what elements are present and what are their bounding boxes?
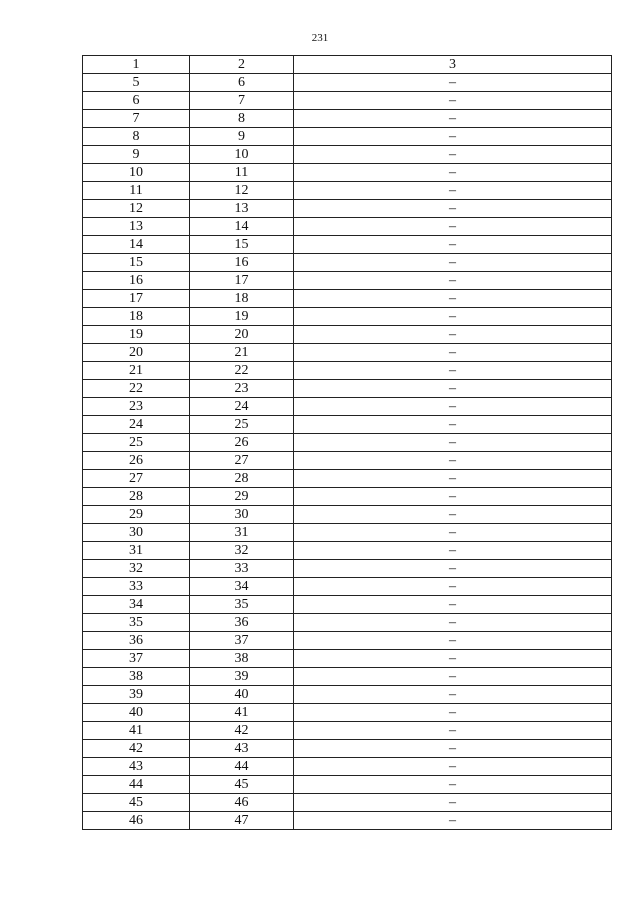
table-row [83,326,612,344]
table-cell-col-1: 7 [83,110,190,128]
table-cell-col-3: – [294,686,612,704]
table-cell-col-1: 35 [83,614,190,632]
table-cell-col-2: 22 [190,362,294,380]
table-cell-col-1: 24 [83,416,190,434]
table-cell-col-3: – [294,74,612,92]
table-row [83,218,612,236]
table-cell-col-1: 41 [83,722,190,740]
table-cell-col-2: 28 [190,470,294,488]
table-row [83,452,612,470]
table-cell-col-3: – [294,722,612,740]
table-cell-col-1: 46 [83,812,190,830]
table-cell-col-2: 39 [190,668,294,686]
table-cell-col-2: 37 [190,632,294,650]
table-cell-col-2: 14 [190,218,294,236]
table-row [83,740,612,758]
table-cell-col-3: – [294,776,612,794]
table-header [83,56,612,74]
table-row [83,254,612,272]
table-row [83,380,612,398]
table-cell-col-2: 32 [190,542,294,560]
table-cell-col-2: 23 [190,380,294,398]
table-cell-col-1: 14 [83,236,190,254]
table-cell-col-3: – [294,506,612,524]
table-cell-col-1: 20 [83,344,190,362]
table-row [83,578,612,596]
table-row [83,146,612,164]
table-row [83,794,612,812]
table-cell-col-2: 17 [190,272,294,290]
table-cell-col-3: – [294,362,612,380]
table-row [83,704,612,722]
table-cell-col-3: – [294,434,612,452]
table-row [83,470,612,488]
table-row [83,668,612,686]
header-cell-col-1: 1 [83,56,190,74]
table-cell-col-1: 18 [83,308,190,326]
table-row [83,272,612,290]
table-cell-col-3: – [294,128,612,146]
table-row [83,488,612,506]
table-cell-col-2: 35 [190,596,294,614]
table-cell-col-1: 27 [83,470,190,488]
table-cell-col-2: 25 [190,416,294,434]
header-cell-col-3: 3 [294,56,612,74]
table-cell-col-1: 26 [83,452,190,470]
table-cell-col-2: 42 [190,722,294,740]
table-cell-col-2: 20 [190,326,294,344]
table-cell-col-3: – [294,146,612,164]
table-row [83,776,612,794]
table-cell-col-2: 40 [190,686,294,704]
table-cell-col-3: – [294,308,612,326]
table-cell-col-2: 15 [190,236,294,254]
table-cell-col-2: 16 [190,254,294,272]
table-cell-col-2: 27 [190,452,294,470]
table-cell-col-2: 46 [190,794,294,812]
table-cell-col-1: 40 [83,704,190,722]
table-cell-col-3: – [294,416,612,434]
table-cell-col-3: – [294,470,612,488]
table-cell-col-2: 21 [190,344,294,362]
table-cell-col-1: 31 [83,542,190,560]
table-cell-col-3: – [294,488,612,506]
table-row [83,308,612,326]
table-cell-col-2: 38 [190,650,294,668]
table-cell-col-1: 32 [83,560,190,578]
table-row [83,290,612,308]
table-cell-col-1: 8 [83,128,190,146]
table-row [83,614,612,632]
table-cell-col-2: 26 [190,434,294,452]
table-cell-col-3: – [294,380,612,398]
table-cell-col-1: 22 [83,380,190,398]
table-cell-col-2: 44 [190,758,294,776]
table-row [83,344,612,362]
table-cell-col-1: 42 [83,740,190,758]
table-cell-col-1: 44 [83,776,190,794]
table-cell-col-1: 43 [83,758,190,776]
table-cell-col-1: 15 [83,254,190,272]
table-cell-col-2: 24 [190,398,294,416]
table-cell-col-1: 45 [83,794,190,812]
header-row [83,56,612,74]
table-cell-col-1: 5 [83,74,190,92]
table-cell-col-2: 30 [190,506,294,524]
table-cell-col-1: 23 [83,398,190,416]
table-cell-col-2: 33 [190,560,294,578]
table-cell-col-1: 17 [83,290,190,308]
table-row [83,686,612,704]
table-cell-col-1: 33 [83,578,190,596]
table-row [83,398,612,416]
table-cell-col-1: 37 [83,650,190,668]
table-row [83,434,612,452]
table-cell-col-2: 10 [190,146,294,164]
table-cell-col-3: – [294,794,612,812]
table-row [83,416,612,434]
table-cell-col-2: 29 [190,488,294,506]
table-row [83,182,612,200]
table-cell-col-3: – [294,596,612,614]
table-cell-col-1: 30 [83,524,190,542]
table-cell-col-3: – [294,92,612,110]
table-cell-col-2: 8 [190,110,294,128]
table-cell-col-1: 19 [83,326,190,344]
table-cell-col-3: – [294,560,612,578]
table-cell-col-1: 10 [83,164,190,182]
table-cell-col-2: 13 [190,200,294,218]
table-cell-col-2: 45 [190,776,294,794]
table-row [83,632,612,650]
table-cell-col-3: – [294,704,612,722]
table-cell-col-2: 12 [190,182,294,200]
table-row [83,128,612,146]
table-cell-col-1: 29 [83,506,190,524]
table-cell-col-3: – [294,650,612,668]
table-cell-col-3: – [294,290,612,308]
table-cell-col-3: – [294,614,612,632]
table-cell-col-2: 19 [190,308,294,326]
table-cell-col-3: – [294,326,612,344]
table-cell-col-2: 9 [190,128,294,146]
table-cell-col-3: – [294,182,612,200]
table-cell-col-2: 43 [190,740,294,758]
table-cell-col-1: 12 [83,200,190,218]
table-row [83,650,612,668]
table-cell-col-1: 11 [83,182,190,200]
table-row [83,524,612,542]
table-cell-col-3: – [294,632,612,650]
table-cell-col-3: – [294,218,612,236]
table-cell-col-2: 34 [190,578,294,596]
table-cell-col-1: 28 [83,488,190,506]
table-cell-col-3: – [294,524,612,542]
table-row [83,74,612,92]
table-row [83,722,612,740]
table-cell-col-3: – [294,344,612,362]
table-cell-col-3: – [294,254,612,272]
table-cell-col-2: 47 [190,812,294,830]
table-row [83,164,612,182]
table-cell-col-3: – [294,164,612,182]
table-cell-col-1: 6 [83,92,190,110]
table-cell-col-3: – [294,398,612,416]
table-cell-col-1: 36 [83,632,190,650]
table-body [83,74,612,830]
table-row [83,542,612,560]
table-cell-col-1: 34 [83,596,190,614]
table-cell-col-3: – [294,758,612,776]
table-cell-col-1: 13 [83,218,190,236]
table-cell-col-3: – [294,200,612,218]
table-cell-col-3: – [294,542,612,560]
table-cell-col-1: 9 [83,146,190,164]
table-row [83,506,612,524]
table-row [83,812,612,830]
table-row [83,200,612,218]
table-cell-col-3: – [294,812,612,830]
table-cell-col-3: – [294,110,612,128]
table-cell-col-2: 18 [190,290,294,308]
table-cell-col-3: – [294,452,612,470]
data-table [82,55,612,830]
table-cell-col-3: – [294,668,612,686]
table-cell-col-1: 39 [83,686,190,704]
table-row [83,596,612,614]
table-row [83,758,612,776]
header-cell-col-2: 2 [190,56,294,74]
table-row [83,362,612,380]
table-row [83,236,612,254]
table-cell-col-1: 38 [83,668,190,686]
table-cell-col-2: 6 [190,74,294,92]
table-cell-col-1: 25 [83,434,190,452]
table-cell-col-3: – [294,740,612,758]
table-cell-col-2: 11 [190,164,294,182]
page-number: 231 [311,32,329,44]
table-cell-col-3: – [294,236,612,254]
table-cell-col-1: 21 [83,362,190,380]
table-cell-col-2: 41 [190,704,294,722]
table-row [83,560,612,578]
table-cell-col-3: – [294,578,612,596]
table-cell-col-2: 31 [190,524,294,542]
table-cell-col-2: 7 [190,92,294,110]
table-row [83,92,612,110]
table-cell-col-3: – [294,272,612,290]
table-row [83,110,612,128]
table-cell-col-2: 36 [190,614,294,632]
table-cell-col-1: 16 [83,272,190,290]
